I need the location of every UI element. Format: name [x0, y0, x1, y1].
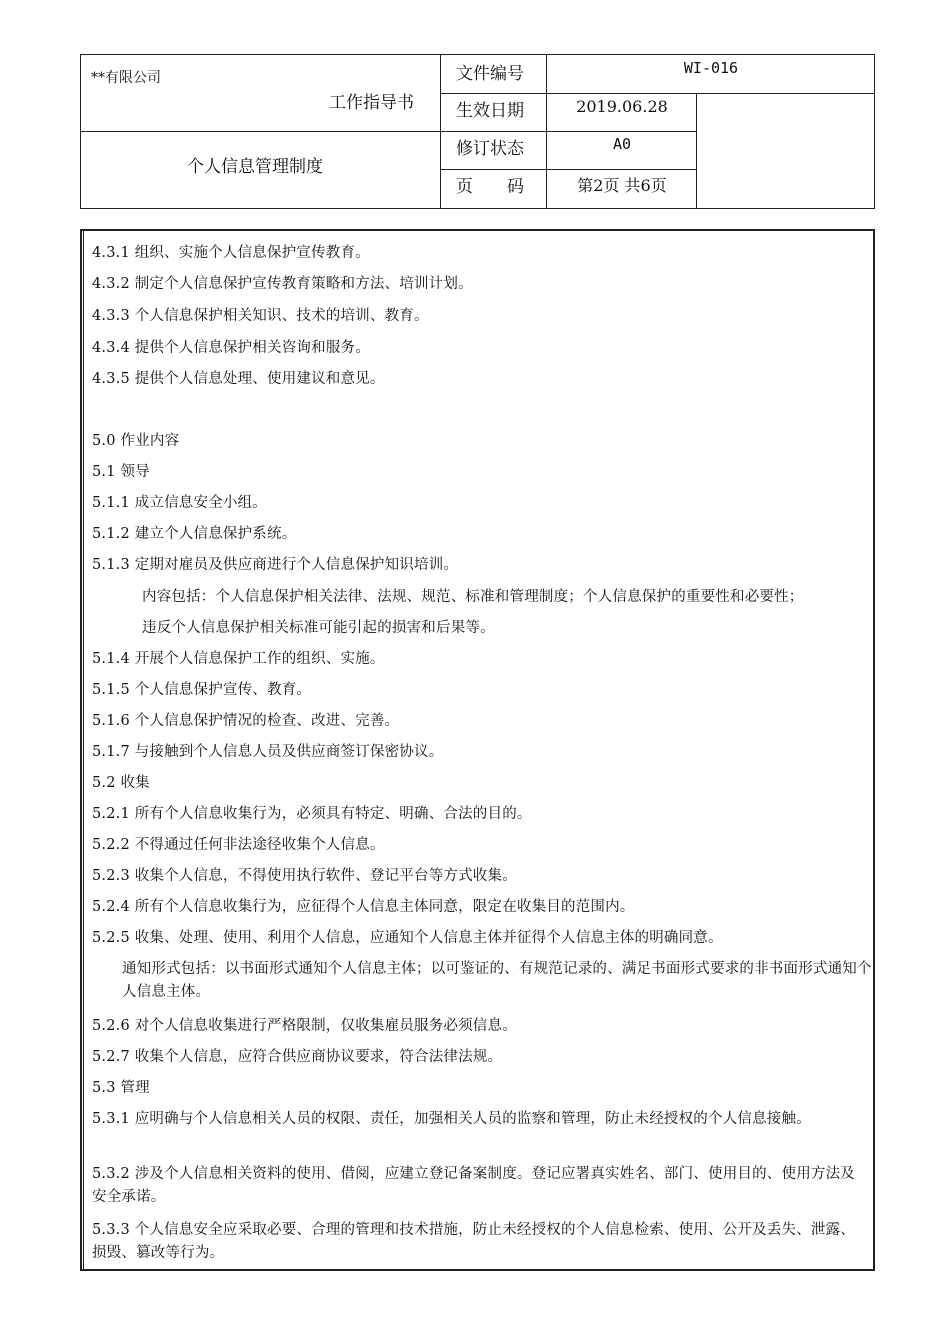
section-5-2-heading: 5.2 收集 [92, 775, 150, 791]
document-title: 个人信息管理制度 [187, 157, 323, 177]
clause-5-3-3: 5.3.3 个人信息安全应采取必要、合理的管理和技术措施，防止未经授权的个人信息检索、使用、公开及丢失、泄露、损毁、篡改等行为。 [92, 1222, 855, 1261]
clause-4-3-3: 4.3.3 个人信息保护相关知识、技术的培训、教育。 [92, 308, 429, 324]
header-divider [440, 131, 697, 132]
section-5-1-heading: 5.1 领导 [92, 464, 150, 480]
clause-5-2-2: 5.2.2 不得通过任何非法途径收集个人信息。 [92, 837, 385, 853]
clause-4-3-2: 4.3.2 制定个人信息保护宣传教育策略和方法、培训计划。 [92, 276, 473, 292]
section-5-0-heading: 5.0 作业内容 [92, 433, 180, 449]
document-header-table [80, 54, 875, 209]
header-divider [440, 169, 697, 170]
revision-value: A0 [612, 135, 632, 153]
clause-4-3-4: 4.3.4 提供个人信息保护相关咨询和服务。 [92, 340, 370, 356]
company-name: **有限公司 [91, 70, 161, 86]
effective-date-label: 生效日期 [456, 101, 524, 121]
clause-5-1-1: 5.1.1 成立信息安全小组。 [92, 495, 268, 511]
clause-5-1-7: 5.1.7 与接触到个人信息人员及供应商签订保密协议。 [92, 744, 444, 760]
clause-5-3-2: 5.3.2 涉及个人信息相关资料的使用、借阅，应建立登记备案制度。登记应署真实姓名、部门、使用目的、使用方法及安全承诺。 [92, 1166, 855, 1205]
clause-5-2-3: 5.2.3 收集个人信息，不得使用执行软件、登记平台等方式收集。 [92, 868, 517, 884]
clause-5-3-1: 5.3.1 应明确与个人信息相关人员的权限、责任，加强相关人员的监察和管理，防止未经授权的个人信息接触。 [92, 1111, 811, 1127]
effective-date-value: 2019.06.28 [576, 97, 668, 116]
clause-5-1-6: 5.1.6 个人信息保护情况的检查、改进、完善。 [92, 713, 400, 729]
doc-no-label: 文件编号 [456, 64, 524, 84]
clause-5-2-1: 5.2.1 所有个人信息收集行为，必须具有特定、明确、合法的目的。 [92, 806, 532, 822]
header-divider [440, 93, 874, 94]
section-5-3-heading: 5.3 管理 [92, 1080, 150, 1096]
clause-5-2-4: 5.2.4 所有个人信息收集行为，应征得个人信息主体同意，限定在收集目的范围内。 [92, 899, 635, 915]
clause-5-2-7: 5.2.7 收集个人信息，应符合供应商协议要求，符合法律法规。 [92, 1049, 503, 1065]
clause-5-1-3-detail: 内容包括：个人信息保护相关法律、法规、规范、标准和管理制度；个人信息保护的重要性和必要性； [142, 589, 804, 605]
page-label: 页 码 [456, 177, 524, 197]
clause-5-2-6: 5.2.6 对个人信息收集进行严格限制，仅收集雇员服务必须信息。 [92, 1018, 517, 1034]
clause-5-1-3-detail-cont: 违反个人信息保护相关标准可能引起的损害和后果等。 [142, 620, 495, 636]
clause-5-2-5: 5.2.5 收集、处理、使用、利用个人信息，应通知个人信息主体并征得个人信息主体的明确同意。 [92, 930, 723, 946]
clause-5-2-5-detail: 通知形式包括：以书面形式通知个人信息主体；以可鉴证的、有规范记录的、满足书面形式要求的非书面形式通知个人信息主体。 [122, 961, 872, 1000]
document-body [80, 229, 875, 1271]
clause-5-1-2: 5.1.2 建立个人信息保护系统。 [92, 526, 297, 542]
revision-label: 修订状态 [456, 139, 524, 159]
clause-5-1-4: 5.1.4 开展个人信息保护工作的组织、实施。 [92, 651, 385, 667]
page-value: 第2页 共6页 [577, 176, 667, 195]
clause-4-3-5: 4.3.5 提供个人信息处理、使用建议和意见。 [92, 371, 385, 387]
clause-4-3-1: 4.3.1 组织、实施个人信息保护宣传教育。 [92, 245, 370, 261]
header-divider [81, 131, 441, 132]
doc-no-value: WI-016 [683, 59, 739, 77]
doc-type: 工作指导书 [329, 93, 414, 113]
clause-5-1-3: 5.1.3 定期对雇员及供应商进行个人信息保护知识培训。 [92, 557, 459, 573]
clause-5-1-5: 5.1.5 个人信息保护宣传、教育。 [92, 682, 312, 698]
